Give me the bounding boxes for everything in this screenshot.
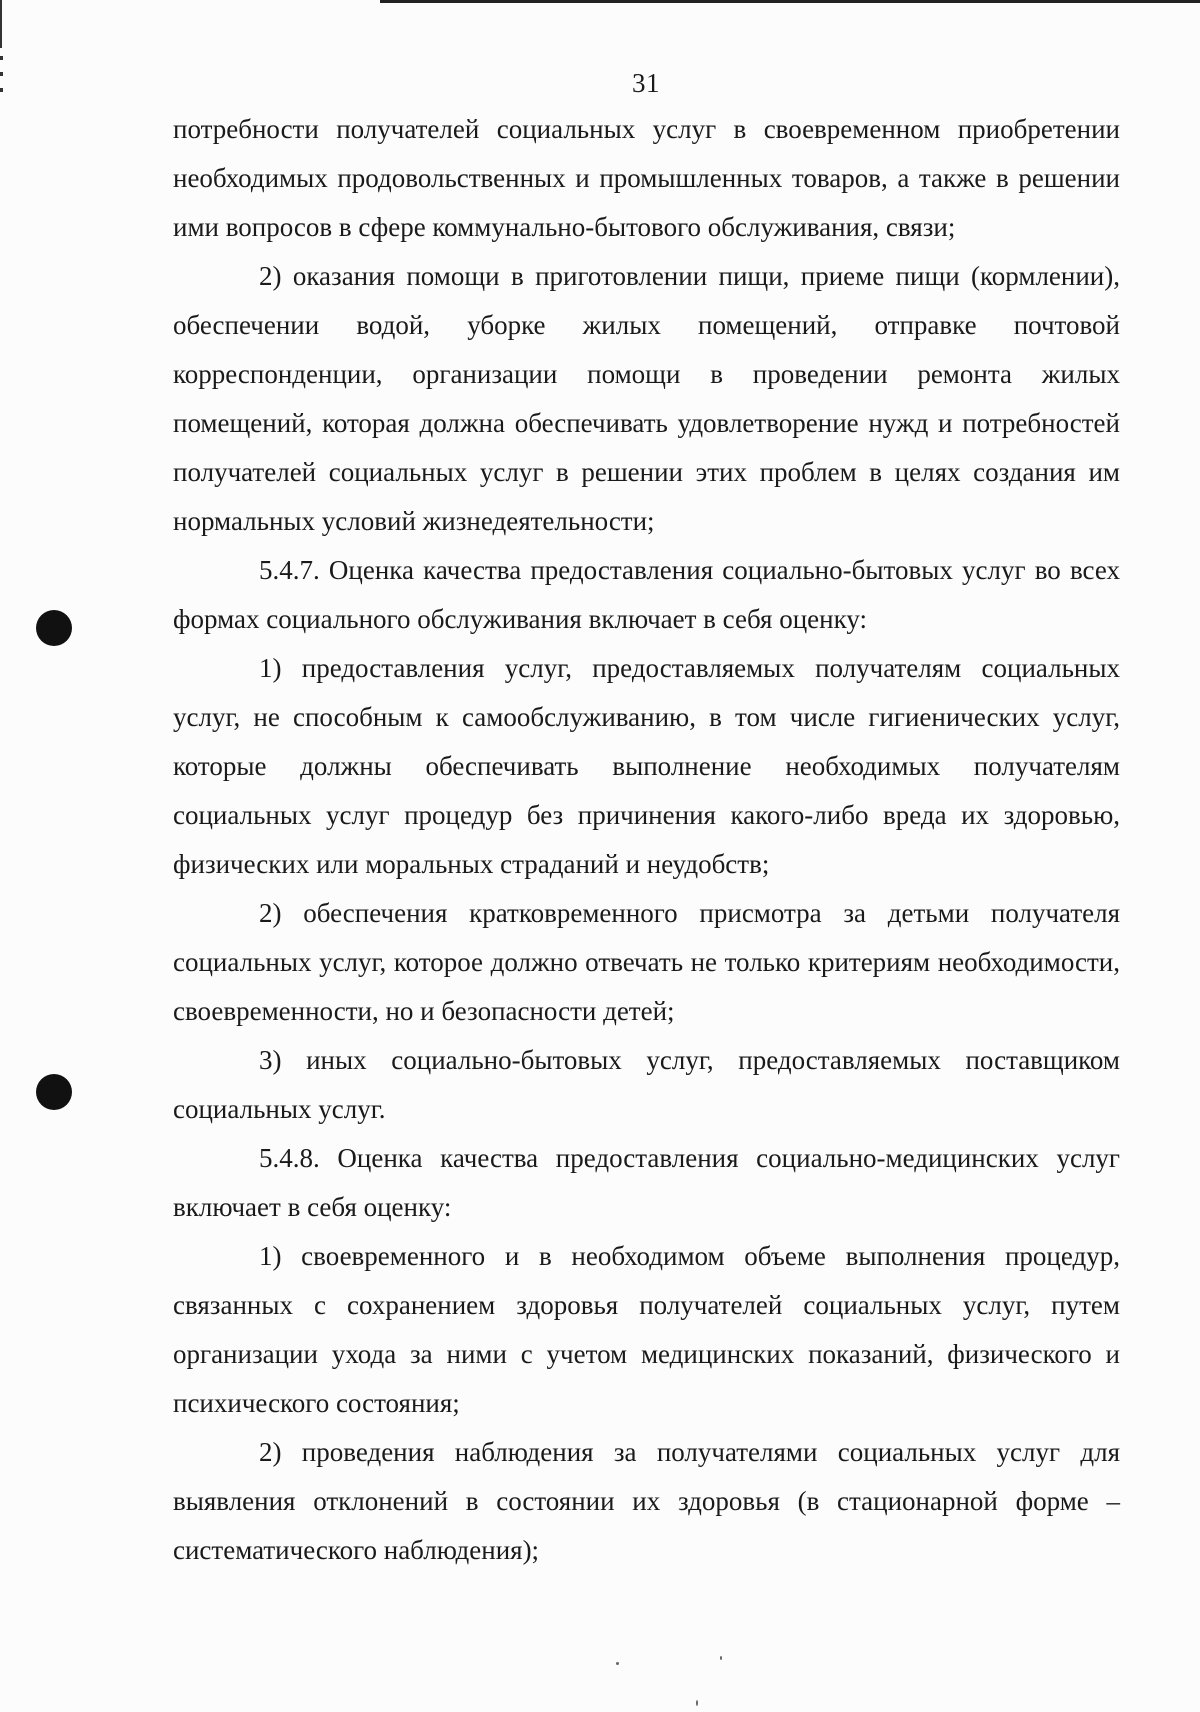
paragraph: потребности получателей социальных услуг в своевременном приобретении необходимых продовольственных и промышленных товаров, а также в решении ими вопросов в сфере коммунально-бытового обслуживания, связи; <box>173 114 1120 242</box>
paragraph: 1) предоставления услуг, предоставляемых получателям социальных услуг, не способным к самообслуживанию, в том числе гигиенических услуг, которые должны обеспечивать выполнение необходимых получателям социальных услуг процедур без причинения какого-либо вреда их здоровью, физических или моральных страданий и неудобств; <box>173 653 1120 879</box>
left-edge-tick <box>0 56 3 60</box>
punch-hole-mark <box>36 1074 72 1110</box>
paragraph: 5.4.8. Оценка качества предоставления социально-медицинских услуг включает в себя оценку: <box>173 1143 1120 1222</box>
scan-speck <box>616 1662 619 1665</box>
paragraph: 1) своевременного и в необходимом объеме выполнения процедур, связанных с сохранением здоровья получателей социальных услуг, путем организации ухода за ними с учетом медицинских показаний, физического и психического состояния; <box>173 1241 1120 1418</box>
paragraph: 3) иных социально-бытовых услуг, предоставляемых поставщиком социальных услуг. <box>173 1045 1120 1124</box>
document-body <box>173 105 1120 1575</box>
punch-hole-mark <box>36 610 72 646</box>
paragraph: 5.4.7. Оценка качества предоставления социально-бытовых услуг во всех формах социального обслуживания включает в себя оценку: <box>173 555 1120 634</box>
paragraph: 2) проведения наблюдения за получателями социальных услуг для выявления отклонений в состоянии их здоровья (в стационарной форме – систематического наблюдения); <box>173 1437 1120 1565</box>
top-border-line <box>380 0 1200 3</box>
scan-speck <box>696 1700 698 1706</box>
page-number: 31 <box>632 68 660 98</box>
paragraph: 2) обеспечения кратковременного присмотра за детьми получателя социальных услуг, которое должно отвечать не только критериям необходимости, своевременности, но и безопасности детей; <box>173 898 1120 1026</box>
left-edge-mark <box>0 0 2 48</box>
paragraph: 2) оказания помощи в приготовлении пищи, приеме пищи (кормлении), обеспечении водой, уборке жилых помещений, отправке почтовой корреспонденции, организации помощи в проведении ремонта жилых помещений, которая должна обеспечивать удовлетворение нужд и потребностей получателей социальных услуг в решении этих проблем в целях создания им нормальных условий жизнедеятельности; <box>173 261 1120 536</box>
scan-speck <box>720 1656 722 1660</box>
